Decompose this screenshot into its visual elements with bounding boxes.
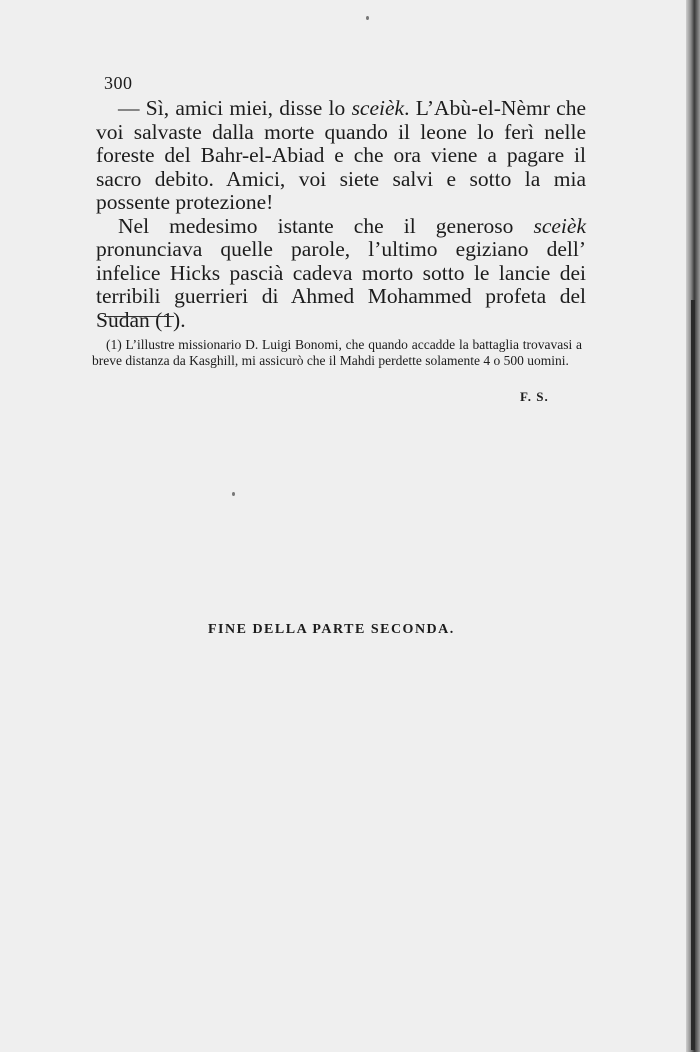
book-spine-shadow bbox=[691, 300, 695, 1050]
footnote bbox=[92, 337, 582, 368]
body-text bbox=[96, 97, 586, 332]
paragraph-1-italic: sceièk bbox=[351, 96, 405, 120]
page-number: 300 bbox=[104, 73, 133, 93]
footnote-signature: F. S. bbox=[520, 389, 549, 404]
paragraph-2-text-b: pronunciava quelle parole, l’ultimo egiziano dell’ infelice Hicks pascià cadeva morto sotto le lancie dei terribili guerrieri di Ahmed Mohammed profeta del Sudan (1). bbox=[96, 237, 586, 332]
print-speck bbox=[366, 16, 369, 20]
paragraph-2 bbox=[96, 215, 586, 333]
footnote-text: (1) L’illustre missionario D. Luigi Bonomi, che quando accadde la battaglia trovavasi a breve distanza da Kasghill, mi assicurò che il Mahdi perdette solamente 4 o 500 uomini. bbox=[92, 337, 582, 368]
footnote-divider bbox=[104, 316, 174, 317]
paragraph-1 bbox=[96, 97, 586, 215]
print-speck bbox=[232, 492, 235, 496]
paragraph-2-text-a: Nel medesimo istante che il generoso bbox=[118, 213, 534, 238]
paragraph-2-italic: sceièk bbox=[533, 213, 586, 238]
paragraph-1-text-a: — Sì, amici miei, disse lo bbox=[118, 96, 352, 120]
paragraph-1-text-b: . L’Abù-el-Nèmr che voi salvaste dalla morte quando il leone lo ferì nelle foreste del Bahr-el-Abiad e che ora viene a pagare il sacro debito. Amici, voi siete salvi e sotto la mia possente protezione! bbox=[96, 96, 586, 214]
part-end-title: FINE DELLA PARTE SECONDA. bbox=[208, 622, 455, 637]
